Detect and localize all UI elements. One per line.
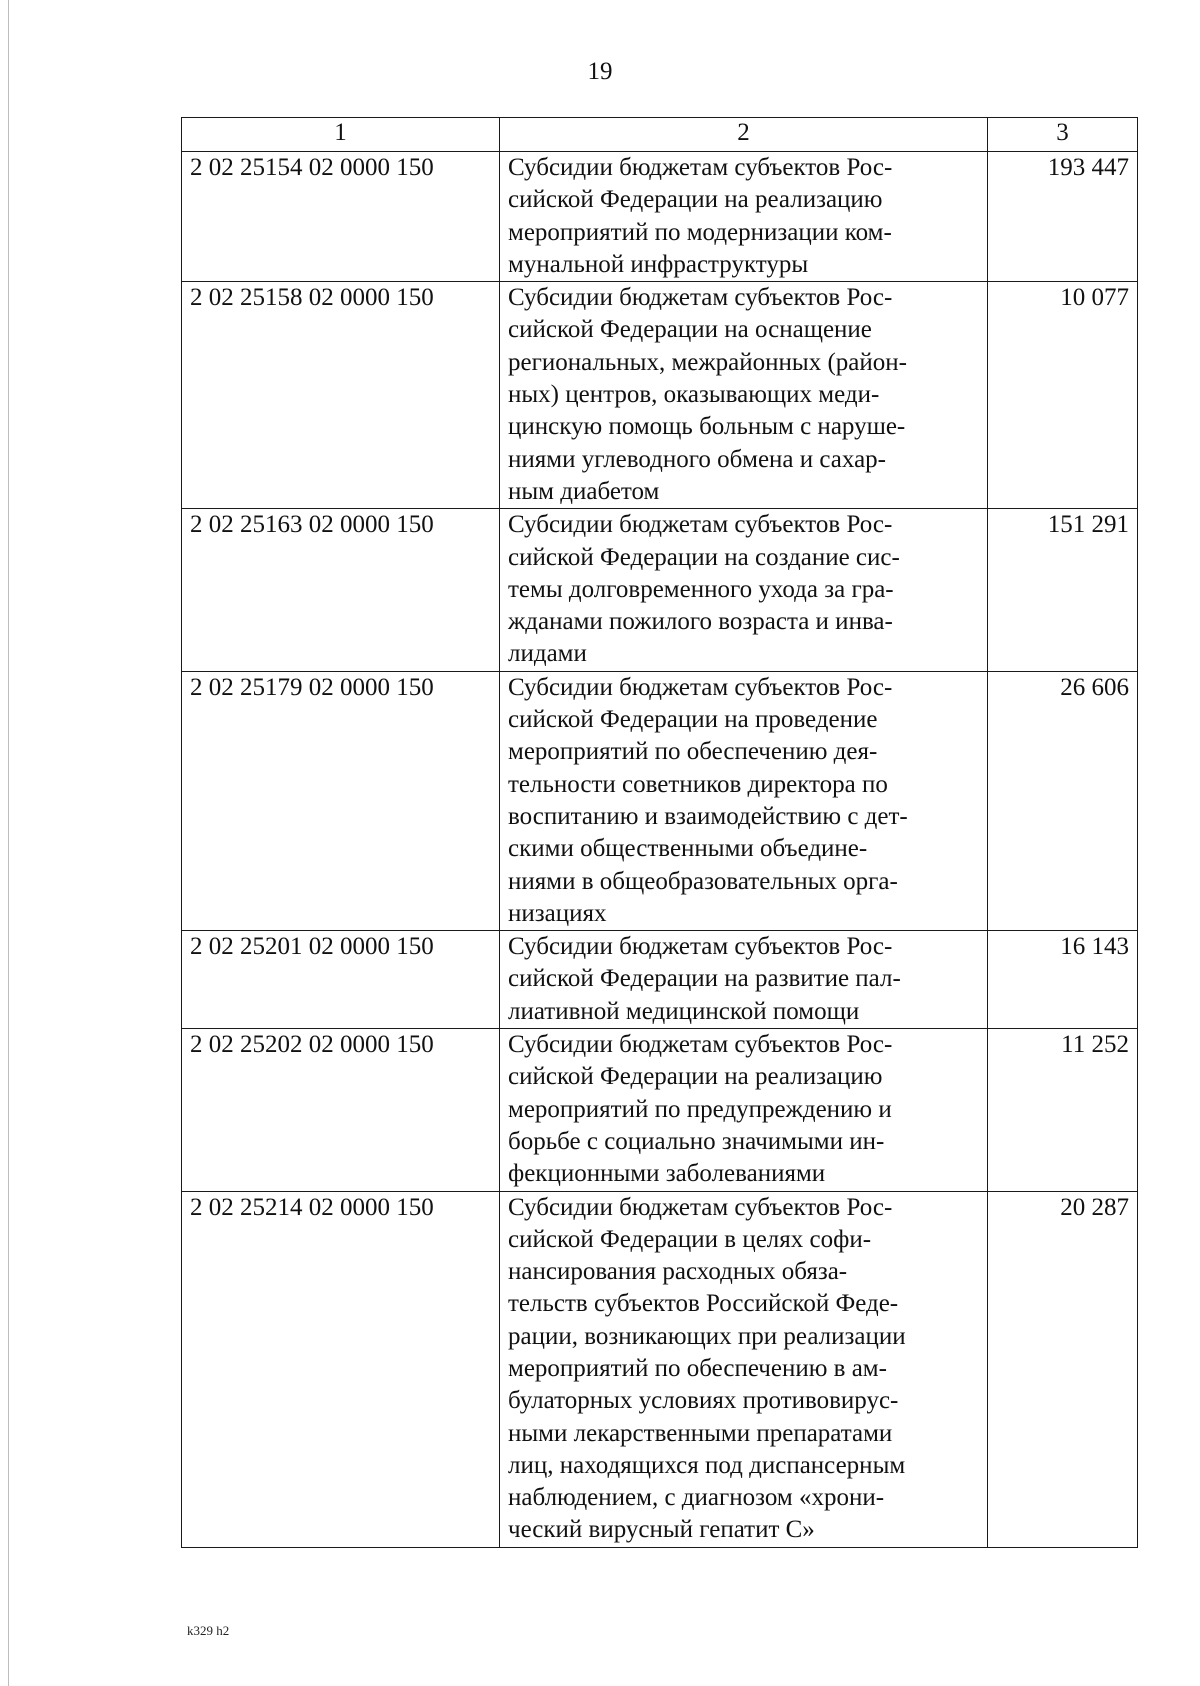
description-line: ными лекарственными препаратами <box>508 1419 893 1447</box>
description-line: сийской Федерации на проведение <box>508 706 878 734</box>
description-line: Субсидии бюджетам субъектов Рос- <box>508 673 893 701</box>
budget-code: 2 02 25179 02 0000 150 <box>182 671 500 930</box>
amount-value: 151 291 <box>988 509 1138 671</box>
description-line: Субсидии бюджетам субъектов Рос- <box>508 933 893 961</box>
footer-code: k329 h2 <box>187 1623 230 1638</box>
description-cell <box>500 671 988 930</box>
description-line: темы долговременного ухода за гра- <box>508 575 894 603</box>
budget-code: 2 02 25214 02 0000 150 <box>182 1191 500 1547</box>
table-row <box>182 152 1138 282</box>
description-line: региональных, межрайонных (район- <box>508 348 907 376</box>
description-line: ных) центров, оказывающих меди- <box>508 381 880 409</box>
description-line: цинскую помощь больным с наруше- <box>508 413 906 441</box>
description-line: Субсидии бюджетам субъектов Рос- <box>508 1193 893 1221</box>
table-row <box>182 931 1138 1029</box>
description-line: Субсидии бюджетам субъектов Рос- <box>508 284 893 312</box>
description-line: сийской Федерации на создание сис- <box>508 543 900 571</box>
page-number: 19 <box>587 58 613 85</box>
description-line: мероприятий по предупреждению и <box>508 1095 892 1123</box>
description-line: мунальной инфраструктуры <box>508 250 809 278</box>
description-line: ческий вирусный гепатит С» <box>508 1516 815 1544</box>
description-line: Субсидии бюджетам субъектов Рос- <box>508 1031 893 1059</box>
description-cell <box>500 931 988 1029</box>
budget-code: 2 02 25158 02 0000 150 <box>182 282 500 509</box>
budget-code: 2 02 25163 02 0000 150 <box>182 509 500 671</box>
amount-value: 20 287 <box>988 1191 1138 1547</box>
column-header-description: 2 <box>500 118 988 152</box>
amount-value: 26 606 <box>988 671 1138 930</box>
description-line: ниями углеводного обмена и сахар- <box>508 445 886 473</box>
description-line: тельности советников директора по <box>508 770 888 798</box>
description-line: борьбе с социально значимыми ин- <box>508 1127 885 1155</box>
description-line: ным диабетом <box>508 477 660 505</box>
description-cell <box>500 282 988 509</box>
description-line: мероприятий по обеспечению дея- <box>508 738 878 766</box>
table-row <box>182 1191 1138 1547</box>
table-row <box>182 671 1138 930</box>
description-line: скими общественными объедине- <box>508 835 868 863</box>
budget-table <box>181 117 1138 1548</box>
description-line: лиц, находящихся под диспансерным <box>508 1451 906 1479</box>
description-line: мероприятий по модернизации ком- <box>508 218 892 246</box>
description-line: сийской Федерации на развитие пал- <box>508 965 901 993</box>
table-row <box>182 509 1138 671</box>
description-line: низациях <box>508 899 607 927</box>
amount-value: 10 077 <box>988 282 1138 509</box>
budget-code: 2 02 25202 02 0000 150 <box>182 1029 500 1191</box>
description-line: лиативной медицинской помощи <box>508 997 860 1025</box>
description-line: лидами <box>508 640 587 668</box>
scan-margin-line <box>8 0 9 1686</box>
description-line: Субсидии бюджетам субъектов Рос- <box>508 511 893 539</box>
description-line: фекционными заболеваниями <box>508 1160 826 1188</box>
description-cell <box>500 152 988 282</box>
budget-code: 2 02 25201 02 0000 150 <box>182 931 500 1029</box>
description-line: нансирования расходных обяза- <box>508 1258 848 1286</box>
description-line: булаторных условиях противовирус- <box>508 1387 899 1415</box>
column-header-amount: 3 <box>988 118 1138 152</box>
table-row <box>182 282 1138 509</box>
header-row <box>182 118 1138 152</box>
description-cell <box>500 1191 988 1547</box>
amount-value: 16 143 <box>988 931 1138 1029</box>
description-line: сийской Федерации на реализацию <box>508 1063 883 1091</box>
description-line: рации, возникающих при реализации <box>508 1322 906 1350</box>
description-cell <box>500 1029 988 1191</box>
budget-code: 2 02 25154 02 0000 150 <box>182 152 500 282</box>
description-cell <box>500 509 988 671</box>
description-line: сийской Федерации на реализацию <box>508 186 883 214</box>
amount-value: 11 252 <box>988 1029 1138 1191</box>
description-line: наблюдением, с диагнозом «хрони- <box>508 1484 885 1512</box>
description-line: тельств субъектов Российской Феде- <box>508 1290 899 1318</box>
column-header-code: 1 <box>182 118 500 152</box>
description-line: воспитанию и взаимодействию с дет- <box>508 802 908 830</box>
description-line: сийской Федерации в целях софи- <box>508 1225 872 1253</box>
description-line: мероприятий по обеспечению в ам- <box>508 1354 887 1382</box>
description-line: жданами пожилого возраста и инва- <box>508 608 893 636</box>
description-line: Субсидии бюджетам субъектов Рос- <box>508 154 893 181</box>
description-line: ниями в общеобразовательных орга- <box>508 867 898 895</box>
amount-value: 193 447 <box>988 152 1138 282</box>
description-line: сийской Федерации на оснащение <box>508 316 872 344</box>
table-row <box>182 1029 1138 1191</box>
